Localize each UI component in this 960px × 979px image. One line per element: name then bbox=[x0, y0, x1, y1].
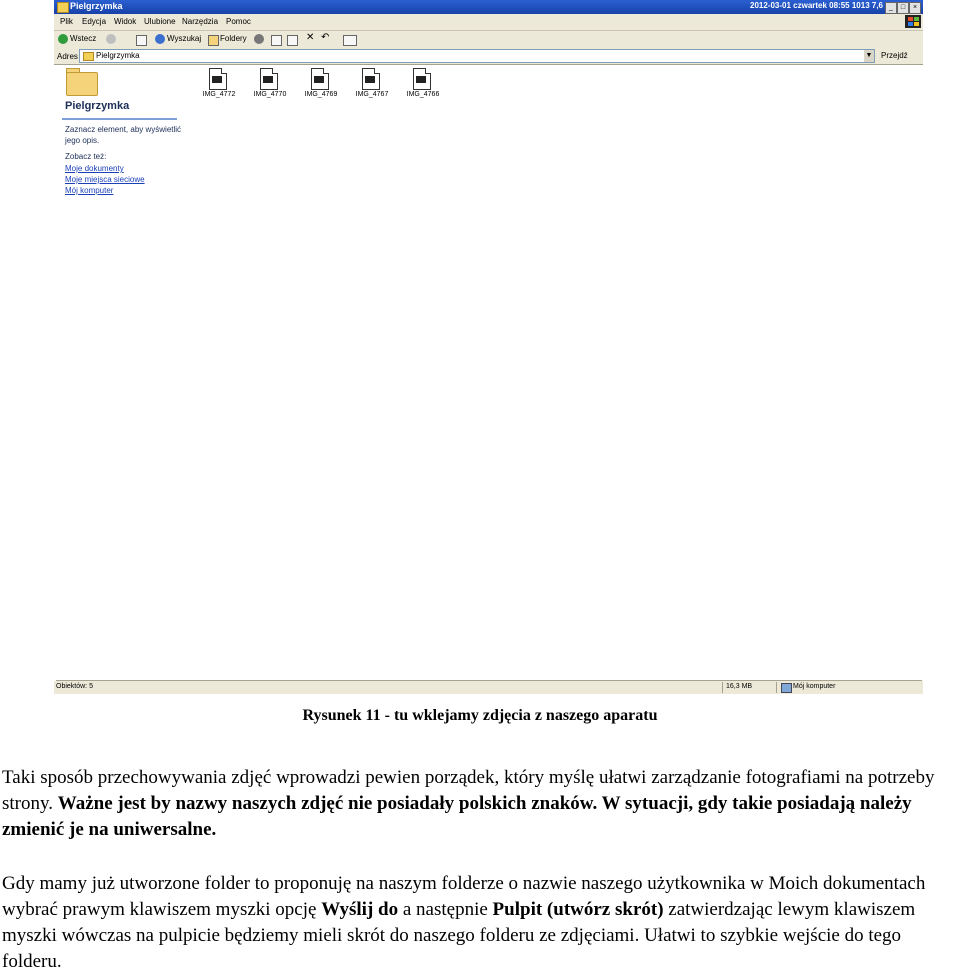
large-folder-icon bbox=[66, 72, 98, 96]
folders-button[interactable]: Foldery bbox=[220, 34, 247, 43]
title-bar[interactable] bbox=[54, 0, 923, 14]
image-file-icon bbox=[260, 68, 278, 90]
file-name: IMG_4766 bbox=[406, 91, 440, 98]
paragraph-2-bold-desktop: Pulpit (utwórz skrót) bbox=[492, 899, 664, 920]
clock-readout: 2012-03-01 czwartek 08:55 1013 7,6 bbox=[750, 1, 883, 10]
paragraph-2 bbox=[2, 871, 958, 975]
back-button[interactable]: Wstecz bbox=[70, 34, 97, 43]
image-file-icon bbox=[413, 68, 431, 90]
minimize-button[interactable]: _ bbox=[885, 2, 897, 14]
menu-file[interactable]: Plik bbox=[60, 17, 73, 26]
link-my-computer[interactable]: Mój komputer bbox=[65, 186, 114, 195]
forward-arrow-icon[interactable] bbox=[106, 34, 116, 44]
chevron-down-icon[interactable]: ▼ bbox=[864, 50, 874, 62]
move-to-icon[interactable] bbox=[271, 35, 282, 46]
back-arrow-icon[interactable] bbox=[58, 34, 68, 44]
folder-icon bbox=[57, 2, 69, 13]
paragraph-2-text-e: zatwierdzając lewym klawiszem myszki wówczas na pulpicie będziemy mieli skrót do naszego folderu ze zdjęciami. Ułatwi to szybkie wejście do tego folderu. bbox=[2, 899, 916, 972]
address-label: Adres bbox=[57, 52, 78, 61]
paragraph-1-text: Taki sposób przechowywania zdjęć wprowadzi pewien porządek, który myślę ułatwi zarządzanie fotografiami na potrzeby strony. bbox=[2, 767, 935, 814]
menu-view[interactable]: Widok bbox=[114, 17, 137, 26]
computer-icon bbox=[781, 683, 792, 693]
paragraph-1-bold: Ważne jest by nazwy naszych zdjęć nie posiadały polskich znaków. W sytuacji, gdy takie posiadają należy zmienić je na uniwersalne. bbox=[2, 793, 912, 840]
figure-caption: Rysunek 11 - tu wklejamy zdjęcia z naszego aparatu bbox=[302, 707, 658, 724]
close-button[interactable]: × bbox=[909, 2, 921, 14]
views-icon[interactable] bbox=[343, 35, 357, 46]
file-name: IMG_4772 bbox=[202, 91, 236, 98]
task-pane bbox=[56, 66, 196, 680]
address-field[interactable] bbox=[79, 49, 875, 63]
image-file-icon bbox=[362, 68, 380, 90]
file-name: IMG_4769 bbox=[304, 91, 338, 98]
address-value: Pielgrzymka bbox=[96, 51, 140, 60]
paragraph-2-bold-send-to: Wyślij do bbox=[321, 899, 399, 920]
history-icon[interactable] bbox=[254, 34, 264, 44]
menu-tools[interactable]: Narzędzia bbox=[182, 17, 219, 26]
status-divider bbox=[776, 682, 777, 693]
toolbar bbox=[54, 31, 923, 49]
file-name: IMG_4767 bbox=[355, 91, 389, 98]
image-file-icon bbox=[311, 68, 329, 90]
link-network-places[interactable]: Moje miejsca sieciowe bbox=[65, 175, 145, 184]
status-size: 16,3 MB bbox=[726, 683, 753, 690]
menu-bar bbox=[54, 14, 923, 31]
file-item[interactable] bbox=[350, 66, 394, 102]
link-my-documents[interactable]: Moje dokumenty bbox=[65, 164, 124, 173]
address-bar bbox=[54, 48, 923, 65]
task-pane-description: Zaznacz element, aby wyświetlić jego opis. bbox=[65, 125, 182, 145]
see-also-label: Zobacz też: bbox=[65, 152, 107, 161]
explorer-window-screenshot bbox=[54, 0, 923, 694]
delete-icon[interactable]: ✕ bbox=[306, 32, 315, 43]
maximize-button[interactable]: □ bbox=[897, 2, 909, 14]
status-location: Mój komputer bbox=[793, 683, 836, 690]
menu-help[interactable]: Pomoc bbox=[226, 17, 251, 26]
paragraph-2-text-a: Gdy mamy już utworzone folder to proponuję na naszym folderze o nazwie naszego użytkownika w Moich dokumentach wybrać prawym klawiszem myszki opcję bbox=[2, 873, 926, 920]
search-icon[interactable] bbox=[155, 34, 165, 44]
search-button[interactable]: Wyszukaj bbox=[167, 34, 202, 43]
folder-icon bbox=[83, 52, 94, 61]
status-divider bbox=[722, 682, 723, 693]
image-file-icon bbox=[209, 68, 227, 90]
file-item[interactable] bbox=[401, 66, 445, 102]
go-button[interactable]: Przejdź bbox=[881, 51, 908, 60]
task-pane-title: Pielgrzymka bbox=[65, 100, 130, 112]
status-object-count: Obiektów: 5 bbox=[56, 683, 93, 690]
paragraph-1 bbox=[2, 765, 958, 843]
undo-icon[interactable]: ↶ bbox=[321, 32, 330, 43]
file-item[interactable] bbox=[197, 66, 241, 102]
up-folder-icon[interactable] bbox=[136, 35, 147, 46]
window-title: Pielgrzymka bbox=[70, 1, 123, 11]
paragraph-2-text-c: a następnie bbox=[398, 899, 493, 920]
file-item[interactable] bbox=[299, 66, 343, 102]
file-name: IMG_4770 bbox=[253, 91, 287, 98]
menu-edit[interactable]: Edycja bbox=[82, 17, 107, 26]
folders-icon[interactable] bbox=[208, 35, 219, 46]
windows-logo-icon bbox=[905, 15, 921, 28]
menu-favorites[interactable]: Ulubione bbox=[144, 17, 176, 26]
status-bar bbox=[54, 681, 923, 694]
copy-to-icon[interactable] bbox=[287, 35, 298, 46]
file-item[interactable] bbox=[248, 66, 292, 102]
title-underline bbox=[62, 118, 177, 120]
